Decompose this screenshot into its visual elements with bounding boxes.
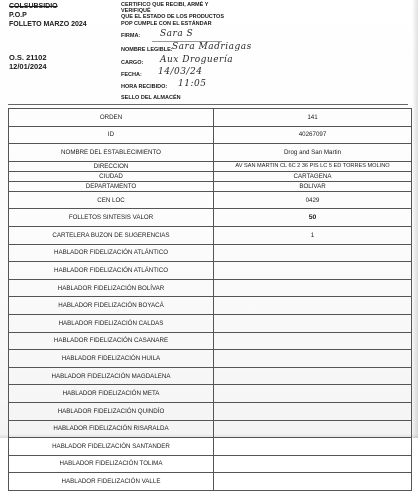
row-value [214,350,412,368]
row-label: NOMBRE DEL ESTABLECIMIENTO [9,144,214,162]
table-row [9,226,412,244]
row-label: HABLADOR FIDELIZACIÓN RISARALDA [9,420,214,438]
row-label: HABLADOR FIDELIZACIÓN VALLE [9,473,214,491]
table-row [9,367,412,385]
row-label: HABLADOR FIDELIZACIÓN QUINDÍO [9,402,214,420]
table-row [9,314,412,332]
table-row [9,350,412,368]
row-label: HABLADOR FIDELIZACIÓN META [9,385,214,403]
row-value [214,402,412,420]
row-value: CARTAGENA [214,171,412,181]
received-time-label: HORA RECIBIDO: [121,84,168,90]
position-label: CARGO: [121,60,144,66]
row-value [214,262,412,280]
scan-edge-shadow [412,0,418,438]
table-row [9,385,412,403]
row-value: 40267097 [214,126,412,144]
row-label: ID [9,126,214,144]
row-value: 0429 [214,191,412,209]
certification-text [121,2,224,27]
row-label: DIRECCION [9,161,214,171]
row-value: BOLIVAR [214,181,412,191]
row-value [214,332,412,350]
signature-value: Sara S [160,29,194,39]
left-header [9,2,87,71]
table-row [9,144,412,162]
row-label: CEN LOC [9,191,214,209]
row-label: HABLADOR FIDELIZACIÓN MAGDALENA [9,367,214,385]
certification-line: VERIFIQUÉ [121,8,151,15]
company-name: COLSUBSIDIO [9,3,58,10]
row-value [214,367,412,385]
row-value: Drog and San Martin [214,144,412,162]
table-row [9,181,412,191]
row-label: HABLADOR FIDELIZACIÓN CALDAS [9,314,214,332]
row-value [214,279,412,297]
row-label: DEPARTAMENTO [9,181,214,191]
table-row [9,402,412,420]
row-value: 141 [214,109,412,127]
row-label: CIUDAD [9,171,214,181]
row-label: HABLADOR FIDELIZACIÓN CASANARE [9,332,214,350]
warehouse-stamp-label: SELLO DEL ALMACÉN [121,95,181,101]
header-divider [8,104,408,105]
table-row [9,161,412,171]
row-value [214,455,412,473]
certification-line: CERTIFICO QUE RECIBI, ARMÉ Y [121,2,209,8]
certification-line: POP CUMPLE CON EL ESTÁNDAR [121,20,212,27]
legible-name-label: NOMBRE LEGIBLE: [121,47,173,53]
row-value: 1 [214,226,412,244]
certification-line: QUE EL ESTADO DE LOS PRODUCTOS [121,14,224,21]
table-row [9,244,412,262]
table-row [9,279,412,297]
row-label: HABLADOR FIDELIZACIÓN SANTANDER [9,438,214,456]
position-value: Aux Droguería [160,55,234,65]
date-label: FECHA: [121,72,142,78]
order-number: O.S. 21102 [9,53,47,62]
row-label: FOLLETOS SINTESIS VALOR [9,209,214,227]
pop-label: P.O.P [9,12,27,19]
table-row [9,126,412,144]
row-value [214,297,412,315]
row-label: HABLADOR FIDELIZACIÓN HUILA [9,350,214,368]
row-value [214,385,412,403]
row-label: HABLADOR FIDELIZACIÓN ATLÁNTICO [9,244,214,262]
date-value: 14/03/24 [158,67,203,77]
row-value [214,473,412,491]
table-row [9,455,412,473]
table-row [9,171,412,181]
row-label: HABLADOR FIDELIZACIÓN ATLÁNTICO [9,262,214,280]
row-value [214,438,412,456]
signature-field-label: FIRMA: [121,33,141,39]
order-date: 12/01/2024 [9,62,47,71]
row-label: HABLADOR FIDELIZACIÓN BOYACÁ [9,297,214,315]
row-value: 50 [214,209,412,227]
delivery-table [8,108,412,491]
legible-name-value: Sara Madriagas [172,42,252,52]
row-value [214,244,412,262]
table-row [9,191,412,209]
row-label: HABLADOR FIDELIZACIÓN BOLÍVAR [9,279,214,297]
row-label: HABLADOR FIDELIZACIÓN TOLIMA [9,455,214,473]
table-row [9,297,412,315]
row-value: AV SAN MARTIN CL 6C 2 36 PIS LC 5 ED TORRES MOLINO [214,161,412,171]
table-row [9,262,412,280]
table-row [9,438,412,456]
row-label: ORDEN [9,109,214,127]
table-row [9,420,412,438]
row-label: CARTELERA BUZON DE SUGERENCIAS [9,226,214,244]
row-value [214,420,412,438]
row-value [214,314,412,332]
table-row [9,473,412,491]
table-row [9,332,412,350]
campaign-name: FOLLETO MARZO 2024 [9,21,87,28]
received-time-value: 11:05 [178,79,207,89]
table-row [9,209,412,227]
table-row [9,109,412,127]
